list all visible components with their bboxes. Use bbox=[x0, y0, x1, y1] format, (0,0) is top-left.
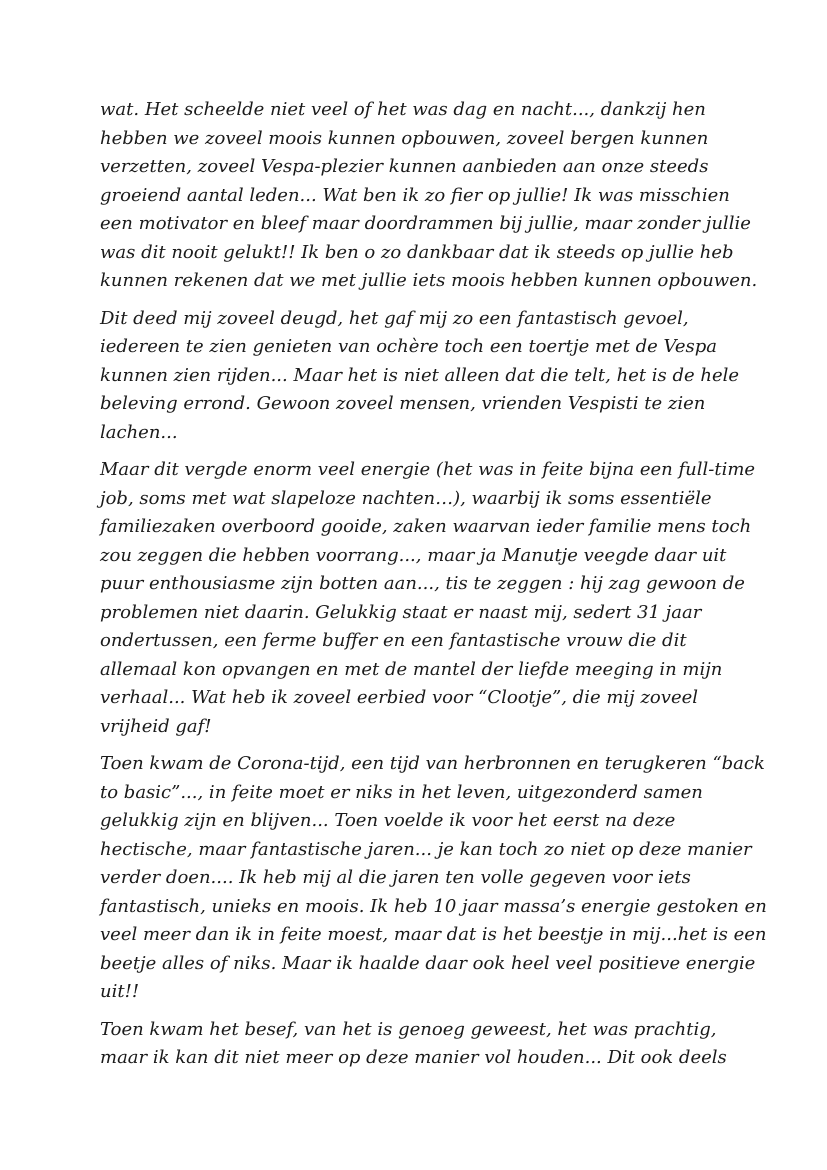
text-line: fantastisch, unieks en moois. Ik heb 10 jaar massa’s energie gestoken en bbox=[100, 895, 767, 917]
text-line: kunnen rekenen dat we met jullie iets moois hebben kunnen opbouwen. bbox=[100, 270, 758, 291]
text-line: hectische, maar fantastische jaren... je kan toch zo niet op deze manier bbox=[100, 838, 752, 860]
text-line: wat. Het scheelde niet veel of het was dag en nacht..., dankzij hen bbox=[100, 99, 706, 120]
text-line: verhaal... Wat heb ik zoveel eerbied voor “Clootje”, die mij zoveel bbox=[100, 687, 698, 708]
body-text bbox=[100, 96, 767, 1082]
text-line: lachen... bbox=[100, 421, 178, 443]
text-line: verder doen.... Ik heb mij al die jaren ten volle gegeven voor iets bbox=[100, 867, 691, 888]
paragraph-3 bbox=[100, 456, 756, 741]
paragraph-1 bbox=[100, 96, 758, 296]
text-line: hebben we zoveel moois kunnen opbouwen, zoveel bergen kunnen bbox=[100, 127, 709, 149]
text-line: problemen niet daarin. Gelukkig staat er naast mij, sedert 31 jaar bbox=[100, 601, 702, 623]
text-line: beleving errond. Gewoon zoveel mensen, vrienden Vespisti te zien bbox=[100, 393, 706, 414]
text-line: Dit deed mij zoveel deugd, het gaf mij zo een fantastisch gevoel, bbox=[100, 307, 689, 329]
text-line: zou zeggen die hebben voorrang..., maar ja Manutje veegde daar uit bbox=[100, 544, 727, 566]
text-line: kunnen zien rijden... Maar het is niet alleen dat die telt, het is de hele bbox=[100, 364, 740, 386]
text-line: job, soms met wat slapeloze nachten…), waarbij ik soms essentiële bbox=[100, 487, 712, 509]
paragraph-5 bbox=[100, 1016, 740, 1073]
text-line: veel meer dan ik in feite moest, maar dat is het beestje in mij...het is een bbox=[100, 924, 767, 945]
text-line: vrijheid gaf! bbox=[100, 715, 212, 737]
text-line: gelukkig zijn en blijven... Toen voelde ik voor het eerst na deze bbox=[100, 810, 676, 831]
text-line: Toen kwam het besef, van het is genoeg geweest, het was prachtig, bbox=[100, 1018, 717, 1040]
text-line: was dit nooit gelukt!! Ik ben o zo dankbaar dat ik steeds op jullie heb bbox=[100, 241, 734, 263]
text-line: iedereen te zien genieten van ochère toch een toertje met de Vespa bbox=[100, 336, 718, 357]
text-line: to basic”..., in feite moet er niks in het leven, uitgezonderd samen bbox=[100, 781, 703, 803]
text-line: maar ik kan dit niet meer op deze manier vol houden... Dit ook deels bbox=[100, 1047, 727, 1068]
text-line: verzetten, zoveel Vespa-plezier kunnen aanbieden aan onze steeds bbox=[100, 156, 709, 177]
text-line: Maar dit vergde enorm veel energie (het was in feite bijna een full-time bbox=[100, 459, 756, 480]
text-line: uit!! bbox=[100, 981, 140, 1002]
text-line: een motivator en bleef maar doordrammen bij jullie, maar zonder jullie bbox=[100, 213, 751, 234]
text-line: familiezaken overboord gooide, zaken waarvan ieder familie mens toch bbox=[100, 516, 752, 537]
text-line: Toen kwam de Corona-tijd, een tijd van herbronnen en terugkeren “back bbox=[100, 753, 765, 774]
text-line: puur enthousiasme zijn botten aan..., tis te zeggen : hij zag gewoon de bbox=[100, 573, 745, 594]
text-line: groeiend aantal leden... Wat ben ik zo fier op jullie! Ik was misschien bbox=[100, 184, 730, 206]
text-line: ondertussen, een ferme buffer en een fantastische vrouw die dit bbox=[100, 630, 687, 651]
text-line: allemaal kon opvangen en met de mantel der liefde meeging in mijn bbox=[100, 658, 723, 680]
paragraph-4 bbox=[100, 750, 767, 1007]
text-line: beetje alles of niks. Maar ik haalde daar ook heel veel positieve energie bbox=[100, 952, 756, 974]
paragraph-2 bbox=[100, 305, 740, 448]
